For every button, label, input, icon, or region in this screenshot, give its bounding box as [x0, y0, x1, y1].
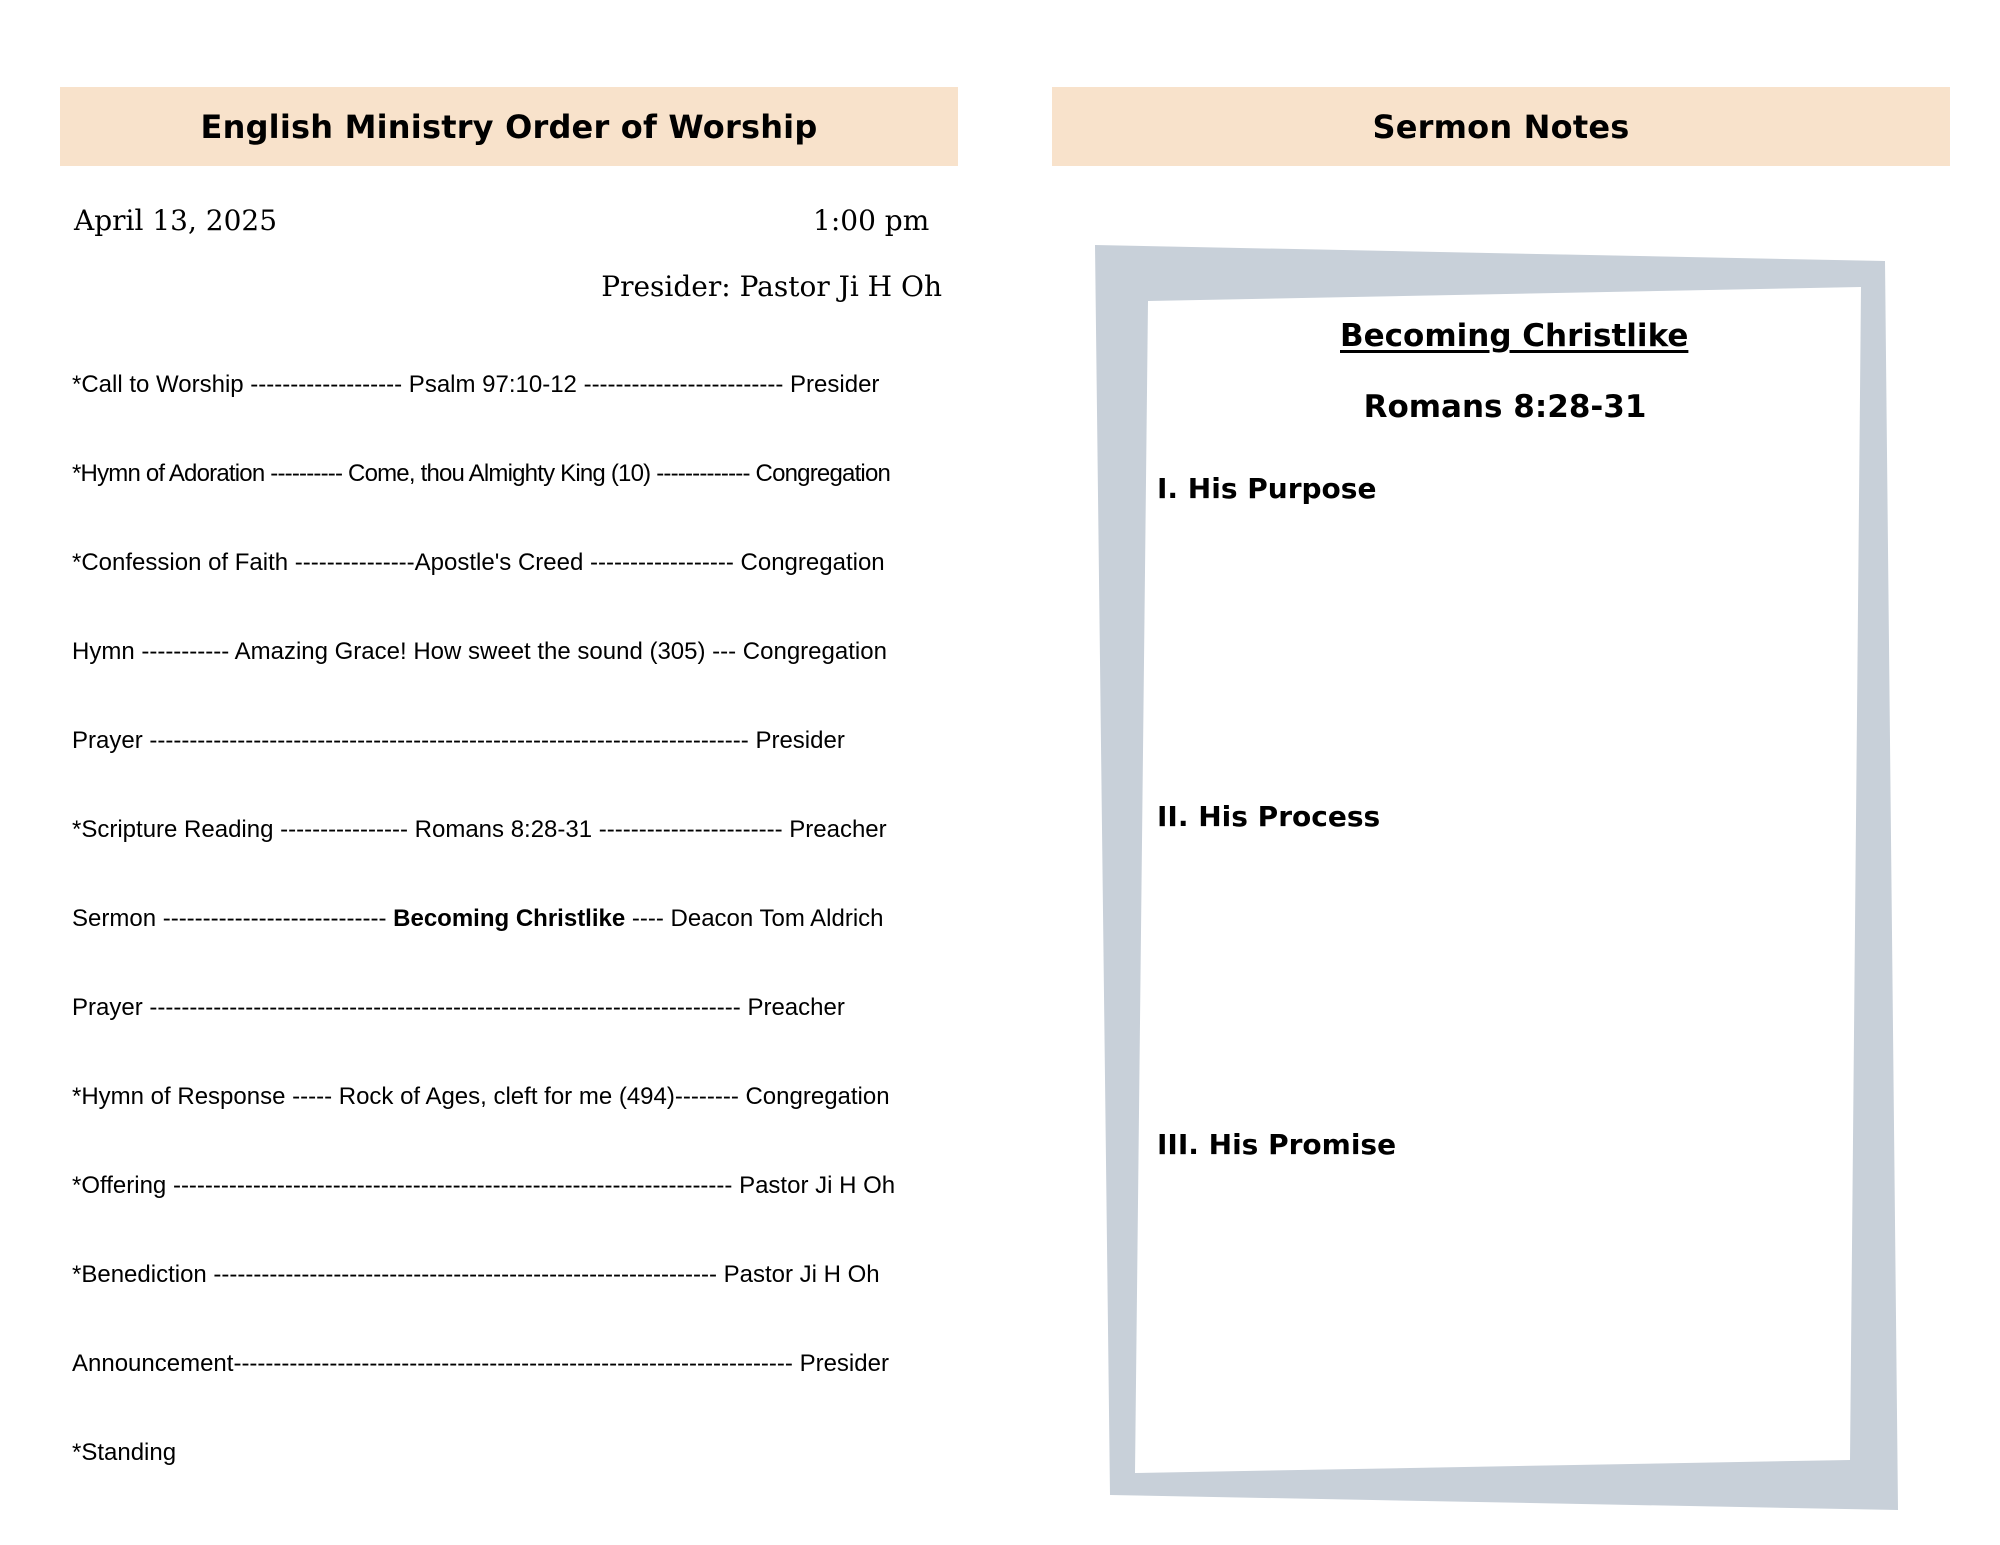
standing-note: *Standing	[72, 1439, 177, 1466]
sermon-item-title: Becoming Christlike	[393, 905, 626, 932]
sermon-title: Becoming Christlike	[1340, 318, 1689, 354]
worship-item-confession-of-faith: *Confession of Faith ---------------Apostle's Creed ------------------ Congregation	[72, 549, 885, 576]
worship-item-call-to-worship: *Call to Worship ------------------- Psalm 97:10-12 ------------------------- Presider	[72, 371, 880, 398]
worship-item-benediction: *Benediction --------------------------------------------------------------- Pastor Ji H Oh	[72, 1261, 880, 1288]
sermon-item-prefix: Sermon ----------------------------	[72, 905, 394, 932]
sermon-passage: Romans 8:28-31	[1363, 389, 1647, 425]
service-date: April 13, 2025	[74, 204, 278, 237]
worship-item-hymn-of-response: *Hymn of Response ----- Rock of Ages, cleft for me (494)-------- Congregation	[72, 1083, 890, 1110]
sermon-notes-frame	[1095, 245, 1905, 1510]
notes-frame-border	[1095, 245, 1898, 1510]
sermon-point-promise: III. His Promise	[1157, 1128, 1397, 1161]
worship-item-announcement: Announcement---------------------------------------------------------------------- Presider	[72, 1350, 889, 1377]
worship-item-hymn: Hymn ----------- Amazing Grace! How sweet the sound (305) --- Congregation	[72, 638, 887, 665]
worship-item-prayer-presider: Prayer --------------------------------------------------------------------------- Presider	[72, 727, 845, 754]
sermon-notes-header: Sermon Notes	[1052, 87, 1950, 166]
worship-item-hymn-of-adoration: *Hymn of Adoration ---------- Come, thou Almighty King (10) ------------- Congregation	[72, 460, 891, 487]
service-time: 1:00 pm	[813, 204, 930, 237]
sermon-item-suffix: ---- Deacon Tom Aldrich	[625, 905, 884, 932]
sermon-point-process: II. His Process	[1157, 800, 1381, 833]
presider-line: Presider: Pastor Ji H Oh	[601, 270, 942, 303]
order-of-worship-header: English Ministry Order of Worship	[60, 87, 958, 166]
worship-item-prayer-preacher: Prayer -------------------------------------------------------------------------- Preacher	[72, 994, 845, 1021]
sermon-point-purpose: I. His Purpose	[1157, 472, 1377, 505]
worship-item-offering: *Offering ---------------------------------------------------------------------- Pastor Ji H Oh	[72, 1172, 896, 1199]
worship-item-scripture-reading: *Scripture Reading ---------------- Romans 8:28-31 ----------------------- Preacher	[72, 816, 887, 843]
worship-item-sermon	[72, 907, 884, 931]
